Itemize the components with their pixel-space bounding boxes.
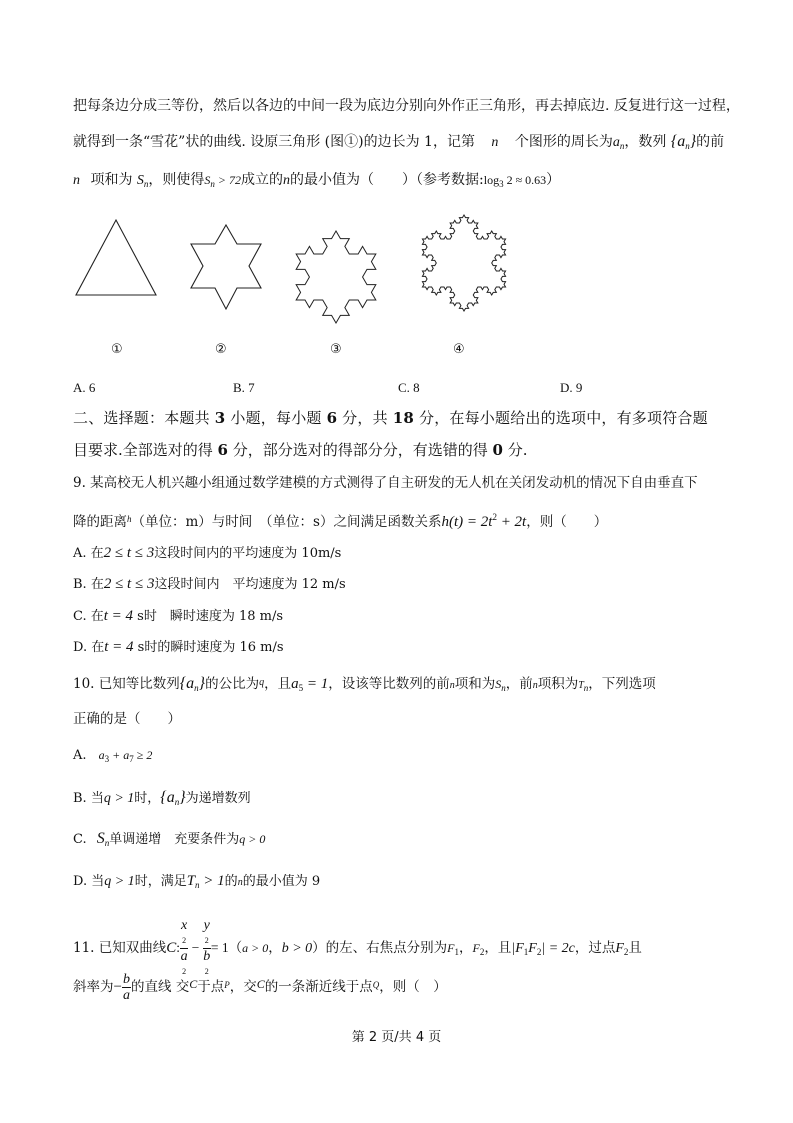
- q8-option-c[interactable]: C. 8: [398, 380, 420, 395]
- figure-star-of-david: [184, 222, 268, 314]
- q10-stem-line-2: 正确的是（ ）: [73, 711, 181, 727]
- q8-line-1: 把每条边分成三等份，然后以各边的中间一段为底边分别向外作正三角形，再去掉底边. 反复进行这一过程，: [73, 98, 740, 114]
- q8-option-a[interactable]: A. 6: [73, 380, 96, 395]
- q11-stem-line-2: 斜率为− $\frac{b}{a}$ 的直线 交C于点$^P$，交C的一条渐近线于点$^Q$，则（ ）: [73, 972, 447, 1003]
- q10-option-a[interactable]: A. $a_3 + a_7 \ge 2$: [73, 748, 153, 764]
- figure-label-1: ①: [111, 342, 123, 357]
- q10-stem-line-1: 10. 已知等比数列$\{a_n\}$的公比为$^q$，且$a_5 = 1$，设该等比数列的前n项和为$S_n$，前n项积为Tn，下列选项: [73, 675, 656, 693]
- slope-fraction: $\frac{b}{a}$: [122, 972, 130, 1003]
- q11-stem-line-1: 11. 已知双曲线C: x 2 a 2 − y 2 b 2 = 1（a > 0，b > 0）的左、右焦点分别为$F_1$，$F_2$，且$|F_1F_2| = 2c$，过点$F_2$且: [73, 918, 642, 954]
- sequence-notation: $\{a_n\}$: [670, 133, 697, 151]
- koch4-outline: [422, 215, 505, 311]
- figure-label-4: ④: [453, 342, 465, 357]
- koch3-outline: [296, 231, 376, 323]
- figure-label-2: ②: [215, 342, 227, 357]
- q10-option-c[interactable]: C. $S_n$单调递增 充要条件为q > 0: [73, 830, 266, 848]
- q8-option-b[interactable]: B. 7: [233, 380, 255, 395]
- q9-option-c[interactable]: C. 在t = 4 s时 瞬时速度为 18 m/s: [73, 608, 284, 624]
- section2-heading-line-1: 二、选择题：本题共 3 小题，每小题 6 分，共 18 分，在每小题给出的选项中，有多项符合题: [73, 409, 708, 427]
- hyperbola-y-term: y 2 b 2: [203, 918, 211, 976]
- q9-option-d[interactable]: D. 在t = 4 s时的瞬时速度为 16 m/s: [73, 639, 284, 655]
- figure-triangle: [72, 214, 162, 300]
- q10-option-b[interactable]: B. 当q > 1时，$\{a_n\}$为递增数列: [73, 789, 251, 807]
- reference-data: $\log_3 2 \approx 0.63$: [483, 173, 547, 189]
- function-h-t: $h(t) = 2t^2 + 2t$: [441, 512, 527, 530]
- q8-option-d[interactable]: D. 9: [560, 380, 583, 395]
- q9-stem-line-2: 降的距离$^h$（单位：m）与时间 （单位：s）之间满足函数关系$h(t) = 2t^2 + 2t$，则（ ）: [73, 512, 608, 530]
- q9-option-b[interactable]: B. 在2 ≤ t ≤ 3这段时间内 平均速度为 12 m/s: [73, 576, 346, 592]
- page-footer: 第 2 页/共 4 页: [351, 1030, 442, 1045]
- q9-stem-line-1: 9. 某高校无人机兴趣小组通过数学建模的方式测得了自主研发的无人机在关闭发动机的情况下自由垂直下: [73, 475, 698, 491]
- q8-line-2: 就得到一条“雪花”状的曲线. 设原三角形 (图①)的边长为 1，记第 n 个图形的周长为$a_n$，数列 $\{a_n\}$的前: [73, 133, 725, 151]
- hyperbola-x-term: x 2 a 2: [180, 918, 188, 976]
- q9-option-a[interactable]: A. 在2 ≤ t ≤ 3这段时间内的平均速度为 10m/s: [73, 545, 342, 561]
- q8-line-3: n 项和为 $S_n$，则使得$S_n > 72$成立的n的最小值为（ ）（参考数据$:\log_3$ 2 ≈ 0.63）: [73, 172, 561, 189]
- q10-option-d[interactable]: D. 当q > 1时，满足$T_n > 1$的n的最小值为 9: [73, 873, 321, 890]
- figure-label-3: ③: [330, 342, 342, 357]
- figure-koch-snowflake-4: [404, 205, 530, 317]
- figure-koch-snowflake-3: [282, 215, 392, 330]
- section2-heading-line-2: 目要求.全部选对的得 6 分，部分选对的得部分分，有选错的得 0 分.: [73, 441, 528, 459]
